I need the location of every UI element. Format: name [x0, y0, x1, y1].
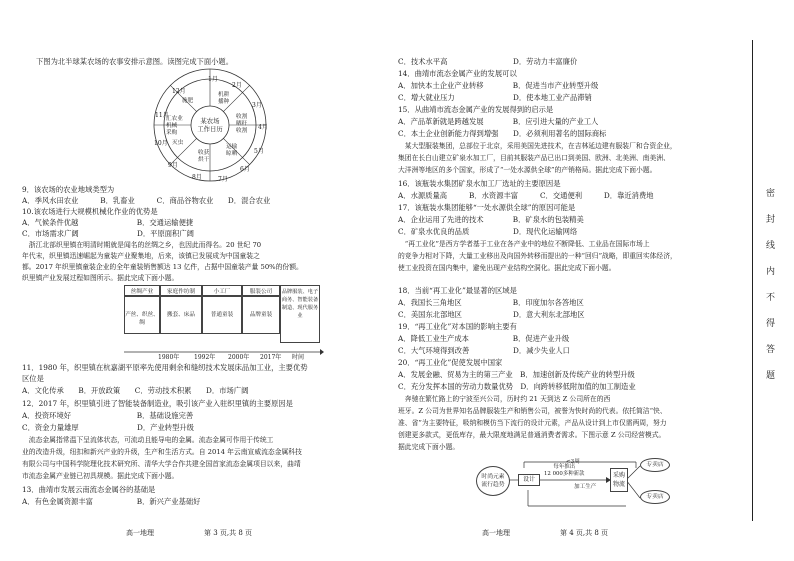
options-17-cd: C．矿泉水优良的品质 D．现代化运输网络: [398, 227, 578, 236]
seal-char: 密: [766, 189, 776, 199]
options-18-cd: C．美国东北部地区 D．意大利东北部地区: [398, 310, 585, 319]
question-19: 19．“再工业化”对本国的影响主要有: [398, 322, 517, 331]
right-page-column: [398, 0, 734, 561]
timeline-head: 丝绸产业: [124, 285, 160, 296]
options-13-cd: C．技术水平高 D．劳动力丰富廉价: [398, 57, 578, 66]
timeline-head-modern: 品牌服装、电子商务、智能装备制造、现代服务业: [280, 285, 320, 343]
passage-zara-5: 据此完成下面小题。: [398, 443, 460, 451]
timeline-head: 家庭作坊制: [160, 285, 202, 296]
options-19-cd: C．大气环境得到改善 D．减少失业人口: [398, 346, 570, 355]
left-page-column: [22, 0, 390, 561]
timeline-head: 小工厂: [202, 285, 242, 296]
passage-zhili-3: 都。2017 年织里镇童装企业的全年童装销售额达 13 亿件，占据中国童装产量 50%的份额。: [22, 263, 303, 271]
options-20-ab: A．发展金融、贸易为主的第三产业 B．加速创新及传统产业的转型升级: [398, 370, 635, 379]
flow-shop-ellipse: 专卖店: [640, 490, 670, 504]
footer-subject: 高一地理: [126, 529, 154, 537]
wheel-month: 7月: [218, 176, 228, 183]
passage-water-2: 集团在长白山建立矿泉水加工厂，目前其服装产品已出口到美国、欧洲、北美洲、南美洲、: [398, 154, 670, 162]
wheel-ring-item: 汇农业 机械 采购: [166, 116, 183, 136]
question-18: 18．当前“再工业化”最显著的区域是: [398, 286, 517, 295]
passage-zara-2: 班牙。Z 公司为世界知名品牌服装生产和销售公司，被誉为快时尚的代表。依托简洁“快、: [398, 407, 667, 415]
seal-char: 内: [766, 267, 776, 277]
options-11: A．文化传承 B．开放政策 C．劳动技术积累 D．市场广阔: [22, 386, 249, 395]
wheel-month: 9月: [168, 162, 178, 169]
wheel-month: 8月: [192, 174, 202, 181]
passage-metal-3: 有限公司与中国科学院理化技术研究所、清华大学合作共建全国首家流态金属项目以来，曲靖: [22, 460, 301, 468]
passage-zara-3: 准、省”为主要特征，吸纳和模仿当下流行的设计元素，产品从设计到上市仅需两周，努力: [398, 419, 667, 427]
question-13: 13．曲靖市发展云南流态金属谷的基础是: [22, 485, 156, 494]
wheel-month: 3月: [252, 102, 262, 109]
wheel-ring-item: 运输 晾晒: [226, 144, 238, 157]
timeline-cell: 搬套、床品: [160, 296, 202, 334]
question-12: 12．2017 年，织里镇引进了智能装备制造业，吸引该产业入驻织里镇的主要原因是: [22, 399, 293, 408]
question-9: 9．该农场的农业地域类型为: [22, 185, 115, 194]
wheel-month: 2月: [232, 82, 242, 89]
question-17: 17．该瓶装水集团能够“一处水源供全球”的原因可能是: [398, 203, 576, 212]
intro-farm: 下图为北半球某农场的农事安排示意图。读图完成下面小题。: [36, 57, 234, 66]
footer-page: 第 3 页,共 8 页: [204, 529, 253, 537]
footer-page: 第 4 页,共 8 页: [560, 529, 609, 537]
options-10-cd: C．市场需求广阔 D．平原面积广阔: [22, 229, 194, 238]
wheel-ring-item: 施肥: [182, 98, 194, 104]
seal-char: 线: [766, 241, 776, 251]
flow-trend-ellipse: 时尚元素 流行趋势: [476, 466, 510, 496]
passage-zara-4: 创建更多款式，更低库存，最大限度地满足普通消费者需求。下图示意 Z 公司经营模式。: [398, 431, 666, 439]
flow-weekly-label: 每年推出 12 000多种新款: [544, 464, 585, 477]
question-10: 10.该农场进行大规模机械化作业的优势是: [22, 207, 158, 216]
options-16: A．水源质量高 B．水资源丰富 C．交通便利 D．靠近消费地: [398, 191, 654, 200]
options-20-cd: C．充分发挥本国的劳动力数量优势 D．向跨转移低附加值的加工制造业: [398, 382, 636, 391]
options-12-ab: A．投资环境好 B．基础设施完善: [22, 411, 194, 420]
options-14-cd: C．增大就业压力 D．使本地工业产品滞销: [398, 93, 592, 102]
flow-make-label: 加工生产: [574, 484, 597, 490]
wheel-ring-item: 收割 晒秆 收割: [236, 114, 248, 134]
options-9: A．季风水田农业 B．乳畜业 C．商品谷物农业 D．混合农业: [22, 196, 271, 205]
timeline-head: 服装公司: [242, 285, 280, 296]
timeline-cell: 产丝、织丝、绸: [124, 296, 160, 334]
options-18-ab: A．我国长三角地区 B．印度加尔各答地区: [398, 298, 584, 307]
passage-water-3: 大洋洲等地区的多个国家，形成了“一处水源供全球”的产销格局。据此完成下面小题。: [398, 166, 657, 174]
seal-char: 得: [766, 319, 776, 329]
options-17-ab: A．企业运用了先进的技术 B．矿泉水的包装精美: [398, 215, 584, 224]
question-20: 20．“再工业化”促使发展中国家: [398, 358, 503, 367]
wheel-month: 4月: [258, 124, 268, 131]
passage-reind-1: “再工业化”是西方学者基于工业在各产业中的地位不断降低、工业品在国际市场上: [398, 240, 650, 248]
wheel-center-label: 某农场 工作日历: [197, 117, 223, 133]
options-12-cd: C．资金力量雄厚 D．产业转型升级: [22, 423, 194, 432]
wheel-month: 10月: [154, 140, 168, 147]
flow-shop-ellipse: 专卖店: [640, 458, 670, 472]
wheel-month: 1月: [208, 76, 218, 83]
wheel-month: 12月: [172, 88, 186, 95]
question-11-cont: 区位是: [22, 374, 44, 383]
question-14: 14．曲靖市流态金属产业的发展可以: [398, 69, 517, 78]
seal-char: 答: [766, 345, 776, 355]
passage-zara-1: 奔驰在繁忙路上的宁波至兴公司，历时约 21 天到达 Z 公司所在的西: [398, 395, 611, 403]
question-15: 15．从曲靖市流态金属产业的发展得到的启示是: [398, 105, 554, 114]
passage-metal-1: 流态金属指常温下呈流体状态，可流动且能导电的金属。流态金属可作用于传统工: [22, 436, 274, 444]
flow-span-label: <3周: [566, 459, 580, 465]
timeline-year: 1992年: [194, 354, 216, 361]
options-10-ab: A．气候条件优越 B．交通运输便捷: [22, 218, 194, 227]
timeline-year: 2017年: [260, 354, 282, 361]
wheel-ring-item: 收获 烘干: [198, 150, 210, 163]
passage-reind-2: 的竞争力相对下降，大量工业移出及向国外转移而提出的一种“回归”战略，即重回实体经济，: [398, 252, 677, 260]
timeline-cell: 普通童装: [202, 296, 242, 334]
wheel-month: 6月: [240, 166, 250, 173]
passage-metal-2: 业的改造升级，纽扣和新兴产业的升级，生产和生活方式。自 2014 年云南宣威流态金属科技: [22, 448, 302, 456]
options-19-ab: A．降低工业生产成本 B．促进产业升级: [398, 334, 570, 343]
timeline-year: 时间: [292, 354, 305, 361]
wheel-ring-item: 灭虫: [172, 140, 184, 146]
options-15-ab: A．产品革新就是跨越发展 B．应引进大量的产业工人: [398, 117, 599, 126]
passage-zhili-1: 浙江北部织里镇在明清时期就是闻名的丝绸之乡，也因此而得名。20 世纪 70: [22, 241, 262, 249]
seal-char: 题: [766, 371, 776, 381]
options-13-ab: A．有色金属资源丰富 B．新兴产业基础好: [22, 497, 201, 506]
wheel-month: 5月: [254, 148, 264, 155]
question-16: 16．该瓶装水集团矿泉水加工厂选址的主要原因是: [398, 179, 561, 188]
flow-design-box: 设计: [518, 474, 540, 486]
timeline-cell: 品牌童装: [242, 296, 280, 334]
passage-zhili-2: 年代末，织里镇迅速崛起为童装产业聚集地，后来，该镇已发展成为中国童装之: [22, 252, 260, 260]
options-15-cd: C．本土企业创新能力得到增强 D．必须利用著名的国际商标: [398, 129, 607, 138]
question-11: 11．1980 年，织里镇在杭嘉湖平原率先使用剩余和缝纫技术发展床品加工业，主要优势: [22, 363, 308, 372]
wheel-month: 11月: [155, 112, 169, 119]
seal-line: [752, 40, 753, 521]
passage-reind-3: 使工业投资在国内集中，避免出现产业结构空洞化。据此完成下面小题。: [398, 264, 616, 272]
wheel-ring-item: 机耕 播种: [218, 92, 230, 105]
passage-zhili-4: 织里镇产业发展过程如图所示。据此完成下面小题。: [22, 274, 179, 282]
flow-purchase-box: 采购 物流: [610, 468, 628, 492]
passage-water-1: 某大型服装集团，总部位于北京，采用美国先进技术，在吉林延边建有服装厂和合资企业，: [398, 142, 677, 150]
seal-char: 封: [766, 215, 776, 225]
options-14-ab: A．加快本土企业产业转移 B．促进当市产业转型升级: [398, 81, 599, 90]
footer-subject: 高一地理: [482, 529, 510, 537]
timeline-year: 1980年: [158, 354, 180, 361]
passage-metal-4: 市流态金属产业链已初具规模。据此完成下面小题。: [22, 472, 179, 480]
seal-char: 不: [766, 293, 776, 303]
seal-line-margin: [742, 0, 794, 561]
timeline-year: 2000年: [228, 354, 250, 361]
